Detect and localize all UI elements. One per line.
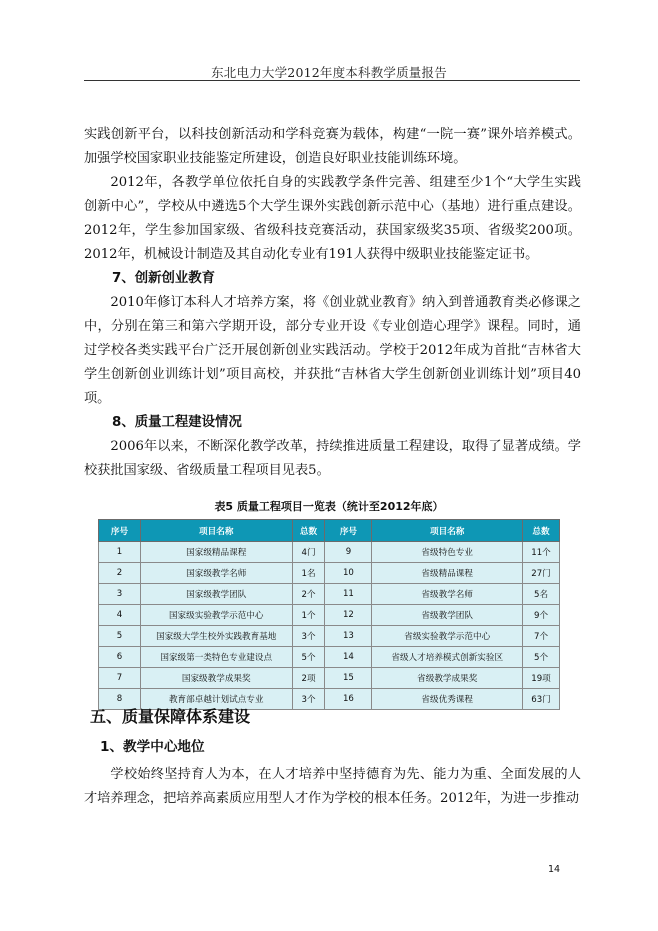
header-index: 序号 [99, 520, 141, 542]
cell-project-name: 国家级教学团队 [140, 584, 292, 605]
cell-index: 6 [99, 647, 141, 668]
cell-total: 7个 [523, 626, 560, 647]
table-row [99, 605, 560, 626]
cell-index: 4 [99, 605, 141, 626]
cell-project-name: 省级教学名师 [372, 584, 523, 605]
paragraph-practice-center: 2012年，各教学单位依托自身的实践教学条件完善、组建至少1个“大学生实践创新中心”，学校从中遴选5个大学生课外实践创新示范中心（基地）进行重点建设。2012年，学生参加国家级、省级科技竞赛活动，获国家级奖35项、省级奖200项。2012年，机械设计制造及其自动化专业有191人获得中级职业技能鉴定证书。 [84, 175, 581, 262]
cell-total: 2项 [292, 668, 325, 689]
paragraph-teaching-center: 学校始终坚持育人为本，在人才培养中坚持德育为先、能力为重、全面发展的人才培养理念，把培养高素质应用型人才作为学校的根本任务。2012年，为进一步推动 [84, 767, 581, 806]
cell-total: 1个 [292, 605, 325, 626]
section-heading-quality-assurance: 五、质量保障体系建设 [90, 707, 251, 726]
paragraph-innovation-education: 2010年修订本科人才培养方案，将《创业就业教育》纳入到普通教育类必修课之中，分别在第三和第六学期开设，部分专业开设《专业创造心理学》课程。同时，通过学校各类实践平台广泛开展创新创业实践活动。学校于2012年成为首批“吉林省大学生创新创业训练计划”项目高校，并获批“吉林省大学生创新创业训练计划”项目40项。 [84, 295, 581, 406]
header-total: 总数 [523, 520, 560, 542]
cell-total: 3个 [292, 689, 325, 710]
cell-index: 3 [99, 584, 141, 605]
cell-index: 7 [99, 668, 141, 689]
cell-total: 11个 [523, 542, 560, 563]
header-project-name: 项目名称 [372, 520, 523, 542]
cell-index: 1 [99, 542, 141, 563]
cell-total: 1名 [292, 563, 325, 584]
table-row [99, 647, 560, 668]
cell-total: 5个 [292, 647, 325, 668]
cell-project-name: 国家级大学生校外实践教育基地 [140, 626, 292, 647]
cell-project-name: 国家级教学名师 [140, 563, 292, 584]
cell-project-name: 省级教学成果奖 [372, 668, 523, 689]
cell-project-name: 教育部卓越计划试点专业 [140, 689, 292, 710]
table-row [99, 668, 560, 689]
cell-project-name: 省级教学团队 [372, 605, 523, 626]
cell-total: 5名 [523, 584, 560, 605]
paragraph-quality-engineering: 2006年以来，不断深化教学改革，持续推进质量工程建设，取得了显著成绩。学校获批国家级、省级质量工程项目见表5。 [84, 439, 581, 478]
cell-project-name: 国家级精品课程 [140, 542, 292, 563]
table-row [99, 584, 560, 605]
heading-quality-engineering: 8、质量工程建设情况 [112, 415, 242, 430]
heading-teaching-center: 1、教学中心地位 [100, 739, 205, 755]
cell-total: 19项 [523, 668, 560, 689]
cell-project-name: 省级实验教学示范中心 [372, 626, 523, 647]
header-index: 序号 [325, 520, 372, 542]
cell-project-name: 国家级教学成果奖 [140, 668, 292, 689]
quality-projects-table [98, 519, 560, 710]
table-row [99, 542, 560, 563]
cell-index: 5 [99, 626, 141, 647]
cell-total: 3个 [292, 626, 325, 647]
cell-index: 12 [325, 605, 372, 626]
cell-index: 9 [325, 542, 372, 563]
cell-project-name: 国家级第一类特色专业建设点 [140, 647, 292, 668]
cell-project-name: 省级优秀课程 [372, 689, 523, 710]
header-divider [84, 80, 580, 81]
table-caption: 表5 质量工程项目一览表（统计至2012年底） [214, 500, 444, 513]
page-number: 14 [548, 864, 561, 875]
cell-index: 15 [325, 668, 372, 689]
header-total: 总数 [292, 520, 325, 542]
cell-total: 4门 [292, 542, 325, 563]
cell-index: 2 [99, 563, 141, 584]
cell-index: 16 [325, 689, 372, 710]
cell-index: 14 [325, 647, 372, 668]
cell-index: 13 [325, 626, 372, 647]
cell-total: 5个 [523, 647, 560, 668]
cell-total: 2个 [292, 584, 325, 605]
paragraph-practice-platform: 实践创新平台，以科技创新活动和学科竞赛为载体，构建“一院一赛”课外培养模式。加强学校国家职业技能鉴定所建设，创造良好职业技能训练环境。 [84, 127, 581, 166]
table-row [99, 563, 560, 584]
table-header-row [99, 520, 560, 542]
cell-total: 63门 [523, 689, 560, 710]
cell-index: 10 [325, 563, 372, 584]
heading-innovation-education: 7、创新创业教育 [112, 271, 216, 286]
cell-project-name: 省级人才培养模式创新实验区 [372, 647, 523, 668]
cell-index: 11 [325, 584, 372, 605]
cell-total: 27门 [523, 563, 560, 584]
cell-project-name: 国家级实验教学示范中心 [140, 605, 292, 626]
cell-project-name: 省级特色专业 [372, 542, 523, 563]
running-header: 东北电力大学2012年度本科教学质量报告 [211, 65, 447, 80]
cell-index: 8 [99, 689, 141, 710]
table-row [99, 626, 560, 647]
header-project-name: 项目名称 [140, 520, 292, 542]
cell-total: 9个 [523, 605, 560, 626]
cell-project-name: 省级精品课程 [372, 563, 523, 584]
